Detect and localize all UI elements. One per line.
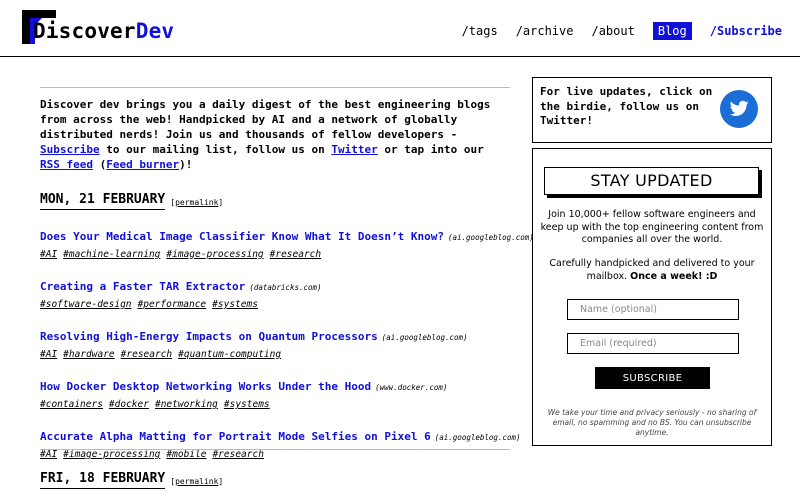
tag-link[interactable]: #machine-learning [63,249,161,260]
subscribe-button[interactable]: SUBSCRIBE [595,367,710,389]
intro-text: to our mailing list, follow us on [99,143,332,156]
post-item [40,425,521,460]
post-tags [40,249,510,260]
intro-feedburner-link[interactable]: Feed burner [106,158,180,171]
day-header [40,192,510,210]
tag-link[interactable]: #software-design [40,299,132,310]
main-nav [444,22,782,40]
day-date: FRI, 18 FEBRUARY [40,471,165,489]
logo-prefix: Discover [33,19,136,43]
post-title-link[interactable]: Creating a Faster TAR Extractor [40,280,246,293]
twitter-bird-icon[interactable] [720,90,758,128]
tag-link[interactable]: #docker [108,399,149,410]
intro-twitter-link[interactable]: Twitter [331,143,378,156]
nav-tags-link[interactable]: /tags [461,24,498,38]
nav-blog-link[interactable]: Blog [653,22,692,40]
post-domain: (ai.googleblog.com) [434,433,521,442]
newsletter-description: Join 10,000+ fellow software engineers and keep up with the top engineering content from companies all over the world. [540,209,764,245]
email-input[interactable] [567,333,739,354]
intro-paragraph [40,97,510,172]
tag-link[interactable]: #AI [40,449,58,460]
tag-link[interactable]: #containers [40,399,103,410]
permalink-link[interactable]: permalink [175,477,219,486]
permalink-link[interactable]: permalink [175,198,219,207]
intro-text: Discover dev brings you a daily digest of the best engineering blogs from across the web! Handpicked by AI and a network of globally distributed nerds! Join us and thousands of fellow developers - [40,98,491,141]
post-title-link[interactable]: Does Your Medical Image Classifier Know What It Doesn’t Know? [40,230,444,243]
stay-updated-heading: STAY UPDATED [544,167,759,195]
twitter-bird-svg [720,90,758,128]
tag-link[interactable]: #quantum-computing [178,349,282,360]
tag-link[interactable]: #mobile [166,449,207,460]
intro-subscribe-link[interactable]: Subscribe [40,143,100,156]
tag-link[interactable]: #AI [40,249,58,260]
post-domain: (databricks.com) [249,283,322,292]
post-domain: (ai.googleblog.com) [381,333,468,342]
frequency-text: Carefully handpicked and delivered to your mailbox. [549,258,755,282]
divider [40,449,510,450]
nav-about-link[interactable]: /about [591,24,635,38]
tag-link[interactable]: #performance [137,299,207,310]
day-header [40,471,223,489]
permalink: [permalink] [170,477,224,486]
frequency-bold: Once a week! :D [630,270,718,282]
site-logo[interactable] [22,10,182,48]
divider [40,87,510,88]
post-item [40,325,510,360]
post-domain: (www.docker.com) [375,383,448,392]
nav-archive-link[interactable]: /archive [515,24,574,38]
day-date: MON, 21 FEBRUARY [40,192,165,210]
tag-link[interactable]: #research [269,249,322,260]
newsletter-frequency [537,258,767,283]
privacy-note: We take your time and privacy seriously - no sharing of email, no spamming and no BS. You can unsubscribe anytime. [547,408,757,437]
intro-text: or tap into our [377,143,484,156]
logo-text [33,19,174,43]
post-item [40,275,510,310]
tag-link[interactable]: #image-processing [166,249,264,260]
tag-link[interactable]: #research [212,449,264,460]
post-title-link[interactable]: Accurate Alpha Matting for Portrait Mode Selfies on Pixel 6 [40,430,431,443]
intro-text: ( [92,158,107,171]
post-title-link[interactable]: Resolving High-Energy Impacts on Quantum Processors [40,330,378,343]
tag-link[interactable]: #systems [212,299,258,310]
logo-suffix: Dev [135,19,175,43]
nav-subscribe-link[interactable]: /Subscribe [709,24,782,38]
twitter-follow-box[interactable] [532,77,772,143]
permalink: [permalink] [170,198,224,207]
intro-rss-link[interactable]: RSS feed [40,158,93,171]
intro-text: )! [179,158,193,171]
name-input[interactable] [567,299,739,320]
tag-link[interactable]: #hardware [63,349,115,360]
tag-link[interactable]: #AI [40,349,58,360]
tag-link[interactable]: #image-processing [63,449,161,460]
main-content [40,87,534,460]
site-header [0,0,800,57]
post-domain: (ai.googleblog.com) [447,233,534,242]
post-item [40,225,534,260]
tag-link[interactable]: #systems [223,399,270,410]
post-tags [40,349,510,360]
post-title-link[interactable]: How Docker Desktop Networking Works Under the Hood [40,380,372,393]
twitter-follow-text: For live updates, click on the birdie, follow us on Twitter! [540,85,713,127]
newsletter-box [532,148,772,446]
post-item [40,375,510,410]
tag-link[interactable]: #research [120,349,173,360]
post-tags [40,399,510,410]
tag-link[interactable]: #networking [154,399,218,410]
post-tags [40,449,510,460]
post-tags [40,299,510,310]
